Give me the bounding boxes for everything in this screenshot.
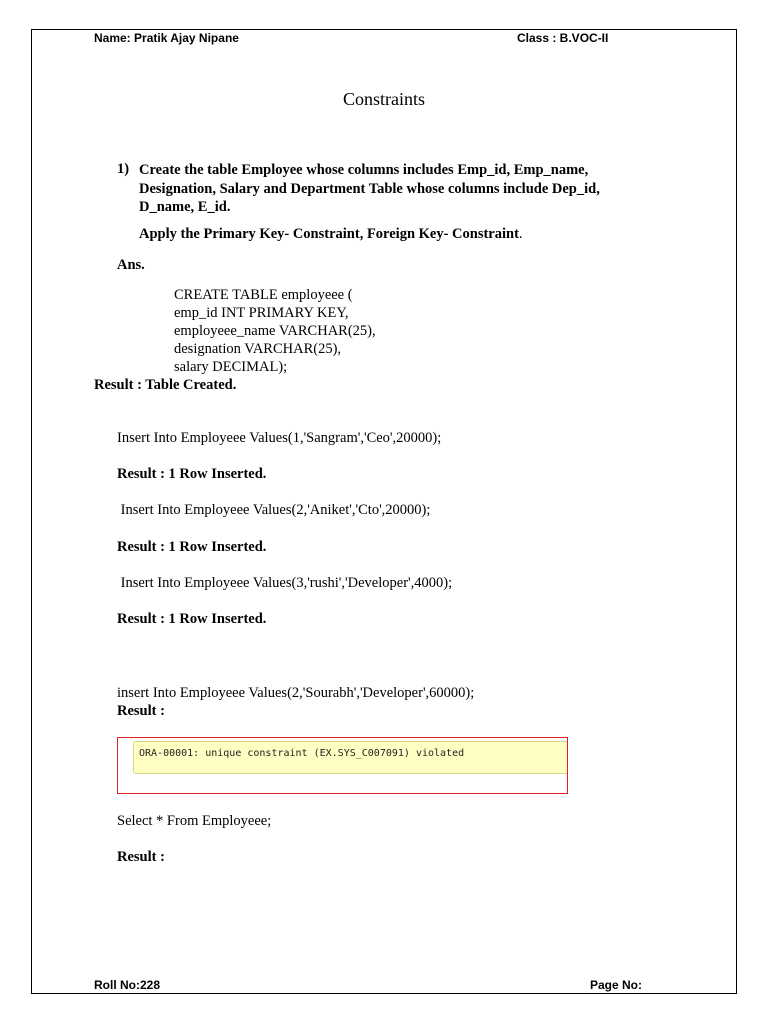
question-line: D_name, E_id. — [139, 199, 231, 215]
question-line: Create the table Employee whose columns includes Emp_id, Emp_name, — [139, 162, 589, 178]
select-statement: Select * From Employeee; — [117, 813, 272, 829]
result-insert-3: Result : 1 Row Inserted. — [117, 611, 267, 627]
create-table-sql — [174, 286, 376, 376]
error-screenshot — [117, 737, 568, 794]
error-message: ORA-00001: unique constraint (EX.SYS_C007091) violated — [139, 748, 465, 759]
insert-statement-3: Insert Into Employeee Values(3,'rushi','Developer',4000); — [117, 575, 453, 591]
sql-line: designation VARCHAR(25), — [174, 341, 342, 357]
class-label: Class : B.VOC-II — [517, 31, 609, 45]
insert-statement-1: Insert Into Employeee Values(1,'Sangram','Ceo',20000); — [117, 430, 442, 446]
error-message-panel — [133, 741, 567, 774]
apply-instruction — [139, 226, 523, 243]
result-insert-2: Result : 1 Row Inserted. — [117, 539, 267, 555]
result-table-created: Result : Table Created. — [94, 377, 237, 393]
sql-line: emp_id INT PRIMARY KEY, — [174, 305, 349, 321]
page-title: Constraints — [343, 89, 426, 109]
student-name: Name: Pratik Ajay Nipane — [94, 31, 239, 45]
sql-line: employeee_name VARCHAR(25), — [174, 323, 376, 339]
insert-statement-4: insert Into Employeee Values(2,'Sourabh','Developer',60000); — [117, 685, 475, 701]
question-number: 1) — [117, 161, 130, 177]
roll-number: Roll No:228 — [94, 978, 161, 992]
sql-line: salary DECIMAL); — [174, 359, 288, 375]
insert-statement-2: Insert Into Employeee Values(2,'Aniket','Cto',20000); — [117, 502, 431, 518]
result-insert-1: Result : 1 Row Inserted. — [117, 466, 267, 482]
question-text — [139, 161, 600, 217]
ans-label: Ans. — [117, 257, 145, 273]
apply-instruction-tail: . — [518, 226, 523, 242]
page-number-label: Page No: — [590, 978, 643, 992]
sql-line: CREATE TABLE employeee ( — [174, 287, 353, 303]
result-select-label: Result : — [117, 849, 165, 865]
question-line: Designation, Salary and Department Table whose columns include Dep_id, — [139, 180, 600, 197]
apply-instruction-bold: Apply the Primary Key- Constraint, Foreign Key- Constraint — [139, 226, 519, 242]
result-insert-4-label: Result : — [117, 703, 165, 719]
